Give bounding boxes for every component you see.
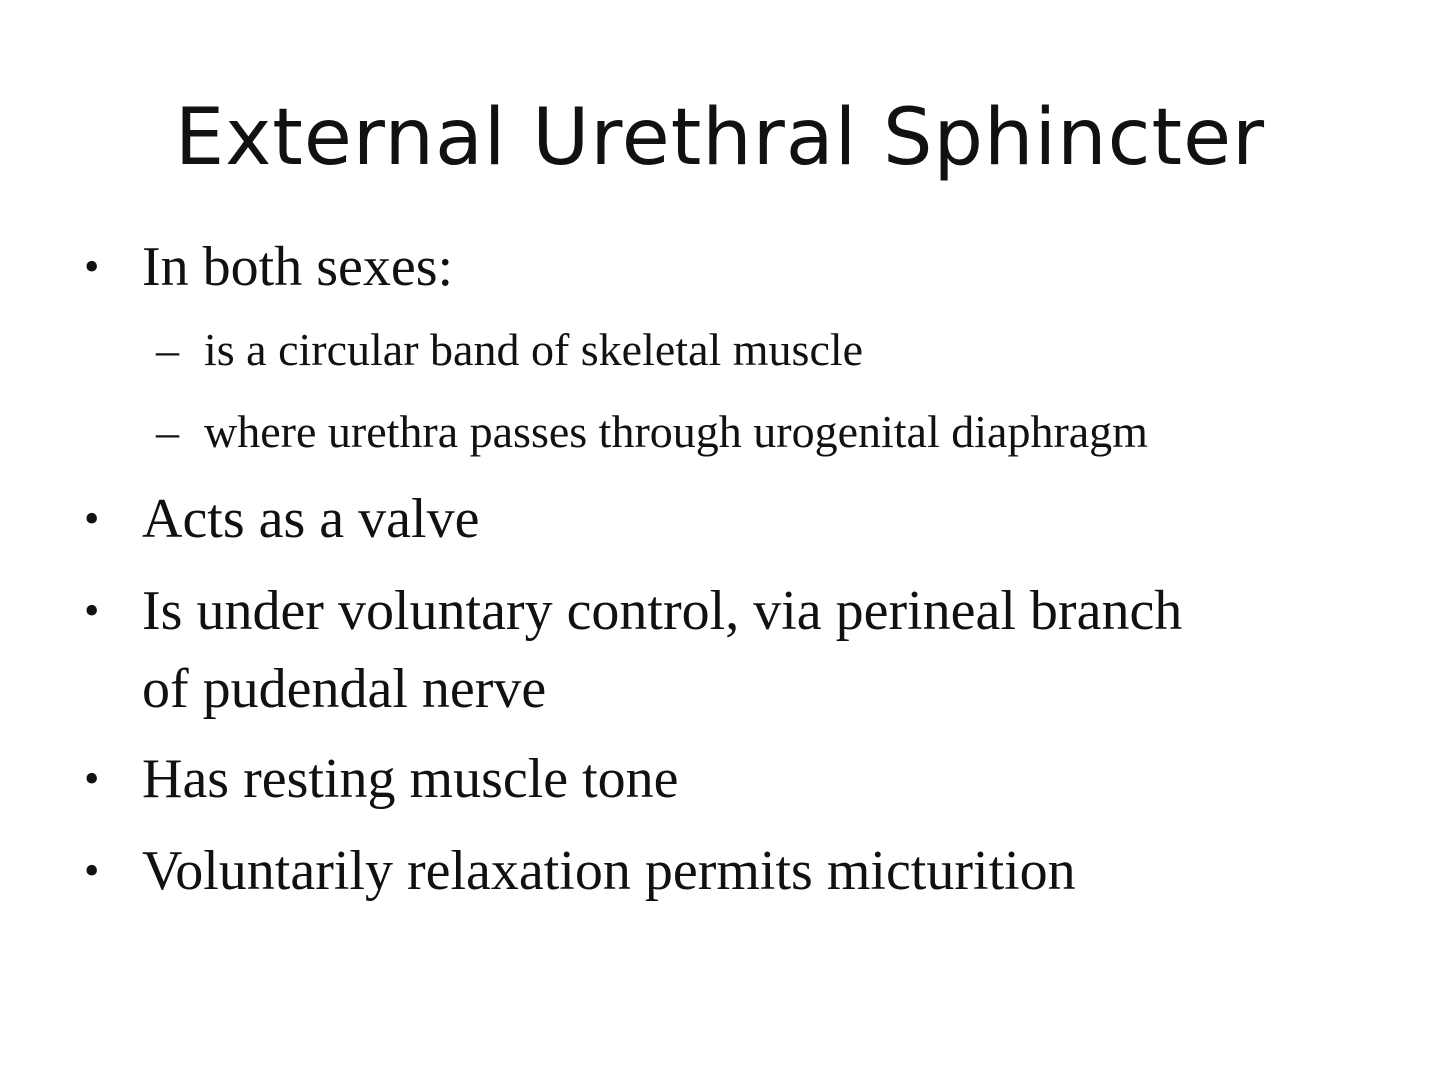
bullet-dot: • — [84, 754, 100, 803]
sub-bullet-text: is a circular band of skeletal muscle — [204, 324, 864, 375]
bullet-dot: • — [84, 586, 100, 635]
sub-bullet-dash: – — [156, 324, 179, 375]
bullet-dot: • — [84, 494, 100, 543]
bullet-text: Has resting muscle tone — [142, 748, 679, 810]
bullet-dot: • — [84, 242, 100, 291]
bullet-text: In both sexes: — [142, 236, 454, 298]
bullet-dot: • — [84, 846, 100, 895]
sub-bullet-dash: – — [156, 406, 179, 457]
bullet-text-line-1: Is under voluntary control, via perineal branch — [142, 580, 1183, 642]
sub-bullet-text: where urethra passes through urogenital diaphragm — [204, 406, 1148, 457]
bullet-text-line-2: of pudendal nerve — [142, 658, 547, 720]
bullet-text: Voluntarily relaxation permits micturition — [142, 840, 1076, 902]
bullet-text: Acts as a valve — [142, 488, 480, 550]
slide-title: External Urethral Sphincter — [174, 93, 1266, 183]
